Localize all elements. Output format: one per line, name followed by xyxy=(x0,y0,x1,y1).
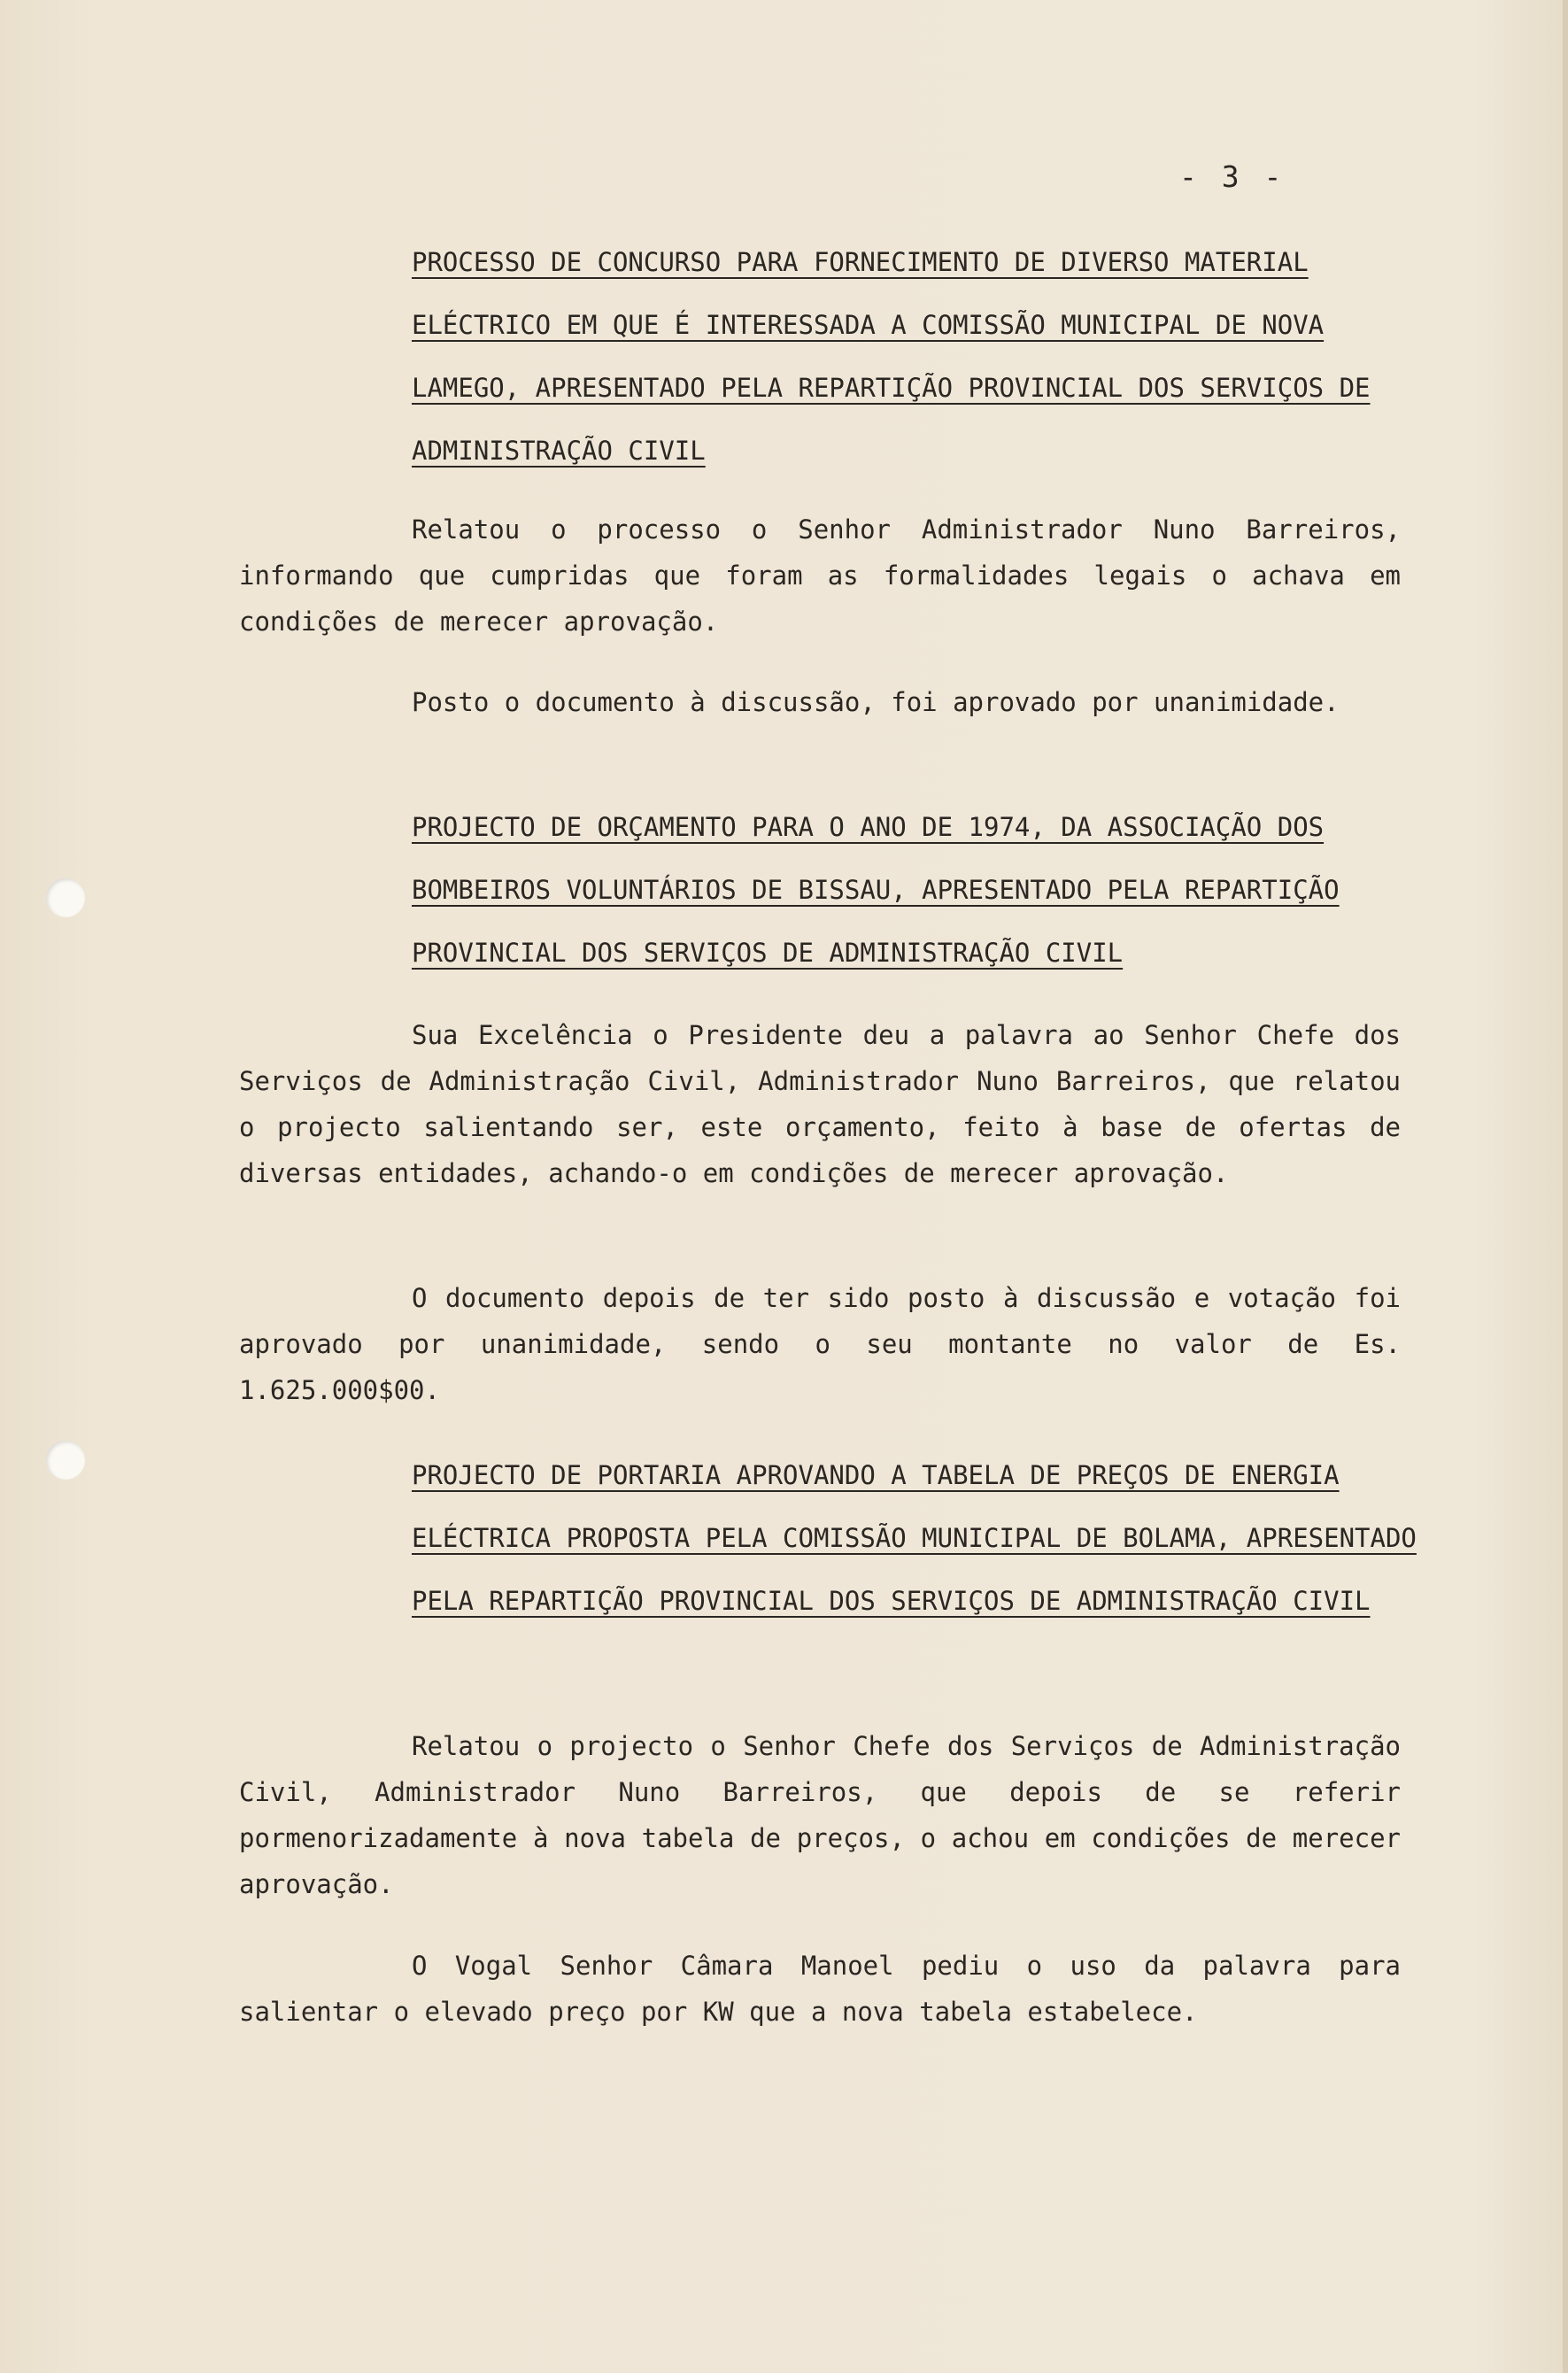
section-heading-material-electrico: PROCESSO DE CONCURSO PARA FORNECIMENTO DE DIVERSO MATERIAL ELÉCTRICO EM QUE É INTERESSADA A COMISSÃO MUNICIPAL DE NOVA LAMEGO, APRESENTADO PELA REPARTIÇÃO PROVINCIAL DOS SERVIÇOS DE ADMINISTRAÇÃO CIVIL xyxy=(412,247,1371,466)
paragraph-relatou-processo: Relatou o processo o Senhor Administrador Nuno Barreiros, informando que cumpridas que foram as formalidades legais o achava em condições de merecer aprovação. xyxy=(239,514,1401,637)
paragraph-relatou-projecto: Relatou o projecto o Senhor Chefe dos Serviços de Administração Civil, Administrador Nuno Barreiros, que depois de se referir pormenorizadamente à nova tabela de preços, o achou em condições de merecer aprovação. xyxy=(239,1731,1401,1899)
paragraph-aprovado-unanimidade: Posto o documento à discussão, foi aprovado por unanimidade. xyxy=(412,687,1340,717)
punch-hole xyxy=(46,1441,85,1480)
paragraph-presidente-palavra: Sua Excelência o Presidente deu a palavra ao Senhor Chefe dos Serviços de Administração Civil, Administrador Nuno Barreiros, que relatou o projecto salientando ser, este orçamento, feito à base de ofertas de diversas entidades, achando-o em condições de merecer aprovação. xyxy=(239,1020,1401,1188)
section-heading-orcamento-bombeiros: PROJECTO DE ORÇAMENTO PARA O ANO DE 1974, DA ASSOCIAÇÃO DOS BOMBEIROS VOLUNTÁRIOS DE BISSAU, APRESENTADO PELA REPARTIÇÃO PROVINCIAL DOS SERVIÇOS DE ADMINISTRAÇÃO CIVIL xyxy=(412,812,1340,968)
paragraph-vogal-camara-manoel: O Vogal Senhor Câmara Manoel pediu o uso da palavra para salientar o elevado preço por KW que a nova tabela estabelece. xyxy=(239,1951,1401,2027)
punch-hole xyxy=(46,878,85,917)
page-edge xyxy=(1563,0,1568,2373)
paragraph-montante-valor: O documento depois de ter sido posto à discussão e votação foi aprovado por unanimidade, sendo o seu montante no valor de Es. 1.625.000$00. xyxy=(239,1283,1401,1405)
section-heading-tabela-precos-energia: PROJECTO DE PORTARIA APROVANDO A TABELA DE PREÇOS DE ENERGIA ELÉCTRICA PROPOSTA PELA COMISSÃO MUNICIPAL DE BOLAMA, APRESENTADO PELA REPARTIÇÃO PROVINCIAL DOS SERVIÇOS DE ADMINISTRAÇÃO CIVIL xyxy=(412,1460,1417,1616)
page-number: - 3 - xyxy=(1179,159,1286,194)
